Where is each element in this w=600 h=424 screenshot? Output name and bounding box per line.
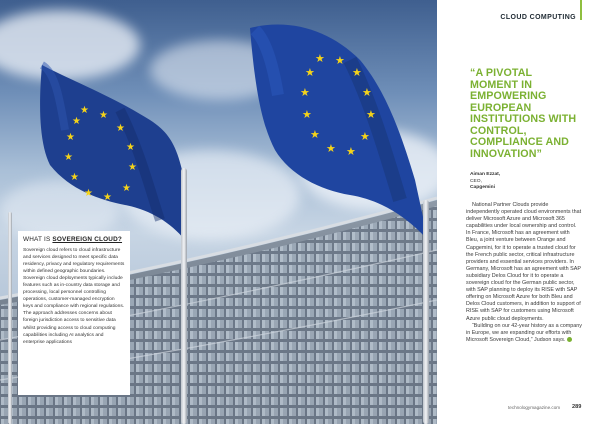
svg-text:★: ★ xyxy=(64,152,73,163)
right-flagpole xyxy=(423,200,429,424)
svg-text:★: ★ xyxy=(366,109,376,121)
right-eu-flag xyxy=(250,25,428,240)
svg-text:★: ★ xyxy=(362,87,372,99)
page-number: 289 xyxy=(572,404,582,410)
author-company: Capgemini xyxy=(470,185,496,190)
svg-text:★: ★ xyxy=(84,188,93,199)
svg-text:★: ★ xyxy=(99,110,108,121)
pull-quote: “A PIVOTAL MOMENT IN EMPOWERING EUROPEAN INSTITUTIONS WITH CONTROL, COMPLIANCE AND INNOVATION” xyxy=(470,67,577,160)
footer-url: technologymagazine.com xyxy=(508,405,561,410)
left-flagpole xyxy=(181,168,187,424)
section-label: CLOUD COMPUTING xyxy=(500,14,576,21)
sovereign-cloud-sidebar xyxy=(18,231,130,395)
svg-text:★: ★ xyxy=(300,87,310,99)
svg-text:★: ★ xyxy=(326,143,336,155)
svg-text:★: ★ xyxy=(80,105,89,116)
sidebar-body: Sovereign cloud refers to cloud infrastructure and services designed to meet specific data residency, privacy and regulatory requirements within defined geographic boundaries. Sovereign cloud deployments typically include features such as in-country data storage and processing, local personnel controlling operations, customer-managed encryption keys and compliance with regional regulations. The approach addresses concerns about foreign jurisdiction access to sensitive data whilst providing access to cloud computing capabilities including AI analytics and enterprise applications xyxy=(23,248,125,345)
svg-text:★: ★ xyxy=(66,132,75,143)
end-mark-icon xyxy=(567,337,572,342)
svg-text:★: ★ xyxy=(126,142,135,153)
far-left-flagpole xyxy=(8,212,12,424)
article-paragraph: “Building on our 42-year history as a company in Europe, we are expanding our efforts with Microsoft Sovereign Cloud,” Judson says. xyxy=(466,322,582,343)
svg-text:★: ★ xyxy=(116,123,125,134)
svg-text:★: ★ xyxy=(352,67,362,79)
svg-text:★: ★ xyxy=(360,131,370,143)
svg-text:★: ★ xyxy=(302,109,312,121)
section-divider xyxy=(580,0,582,20)
svg-text:★: ★ xyxy=(346,146,356,158)
svg-text:★: ★ xyxy=(72,116,81,127)
svg-text:★: ★ xyxy=(103,192,112,203)
svg-text:★: ★ xyxy=(315,53,325,65)
svg-text:★: ★ xyxy=(122,183,131,194)
sidebar-title: WHAT IS SOVEREIGN CLOUD? xyxy=(23,236,123,243)
author-name: Aiman Ezzat, xyxy=(470,172,501,177)
svg-text:★: ★ xyxy=(70,172,79,183)
svg-text:★: ★ xyxy=(310,129,320,141)
svg-text:★: ★ xyxy=(128,162,137,173)
quote-attribution xyxy=(470,172,570,192)
svg-text:★: ★ xyxy=(335,55,345,67)
article-paragraph: National Partner Clouds provide independently operated cloud environments that deliver Microsoft Azure and Microsoft 365 capabilities under local ownership and control. In France, Microsoft has an agreement with Bleu, a joint venture between Orange and Capgemini, for it to operate a trusted cloud for the French public sector, critical infrastructure providers and essential services providers. In Germany, Microsoft has an agreement with SAP subsidiary Delos Cloud for it to operate a sovereign cloud for the German public sector, with SAP planning to deploy its RISE with SAP offering on Microsoft Azure for both Bleu and Delos Cloud customers, in addition to support of RISE with SAP for customers using Microsoft Azure public cloud deployments. xyxy=(466,202,582,322)
article-body xyxy=(466,202,582,344)
author-title: CEO, xyxy=(470,178,482,184)
left-eu-flag xyxy=(40,65,185,240)
svg-text:★: ★ xyxy=(305,67,315,79)
